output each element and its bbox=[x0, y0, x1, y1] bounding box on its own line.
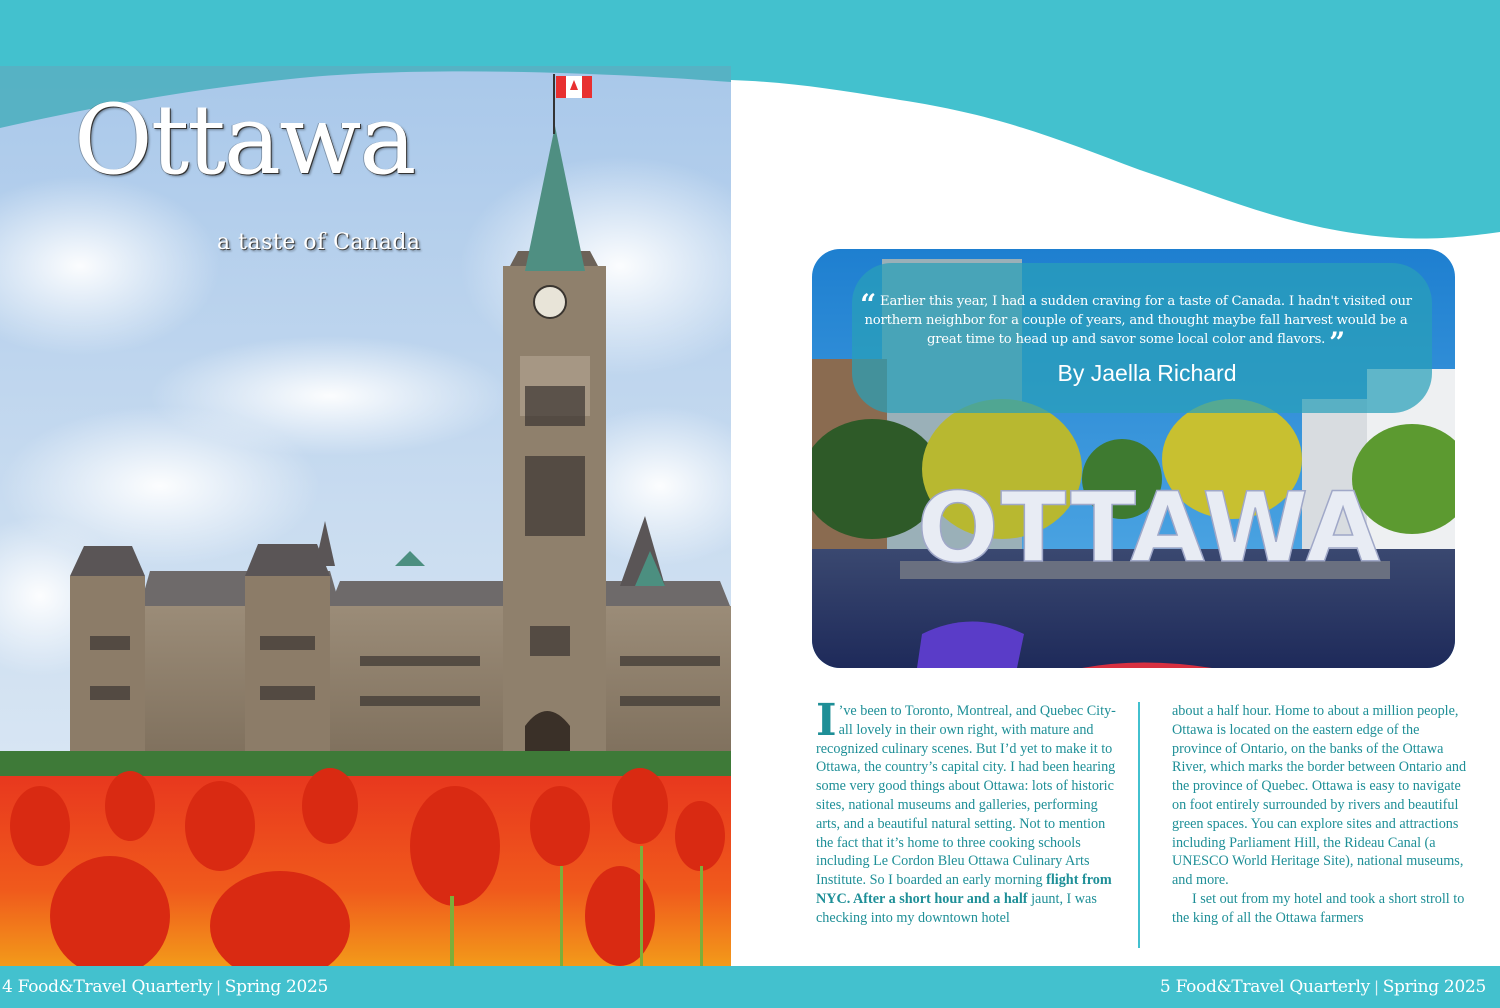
publication-name-left: Food&Travel Quarterly bbox=[17, 977, 213, 997]
pull-quote bbox=[846, 288, 1426, 359]
column-1-lead: ’ve been to Toronto, Montreal, and Quebec City-all lovely in their own right, with mature and recognized culinary scenes. But I’d yet to make it to Ottawa, the country’s capital city. I had been hearing some very good things about Ottawa: lots of historic sites, national museums and galleries, performing arts, and a beautiful natural setting. Not to mention the fact that it’s home to three cooking schools including Le Cordon Bleu Ottawa Culinary Arts Institute. So I boarded an early morning bbox=[816, 703, 1116, 889]
author-byline: By Jaella Richard bbox=[1057, 360, 1237, 386]
footer-bar bbox=[0, 966, 1500, 1008]
page-number-right: 5 bbox=[1159, 977, 1171, 997]
column-1-tail: jaunt, I was checking into my downtown hotel bbox=[816, 890, 1097, 926]
open-quote-icon: “ bbox=[860, 288, 877, 321]
issue-left: Spring 2025 bbox=[224, 977, 329, 997]
article-title: Ottawa bbox=[74, 84, 415, 196]
article-column-2 bbox=[1172, 702, 1472, 928]
column-divider bbox=[1138, 702, 1140, 948]
column-2-paragraph-2: I set out from my hotel and took a short stroll to the king of all the Ottawa farmers bbox=[1172, 890, 1465, 926]
article-column-1 bbox=[816, 695, 1121, 928]
publication-name-right: Food&Travel Quarterly bbox=[1175, 977, 1370, 997]
folio-separator: | bbox=[1373, 978, 1379, 996]
issue-right: Spring 2025 bbox=[1382, 977, 1486, 997]
folio-separator: | bbox=[216, 978, 221, 996]
folio-right bbox=[1160, 977, 1486, 997]
column-1-bold: flight from NYC. After a short hour and a half bbox=[816, 872, 1112, 907]
page-number-left: 4 bbox=[2, 977, 13, 997]
pull-quote-text: Earlier this year, I had a sudden craving for a taste of Canada. I hadn't visited our northern neighbor for a couple of years, and thought maybe fall harvest would be a great time to head up and savor some local color and flavors. bbox=[864, 294, 1412, 347]
close-quote-icon: ” bbox=[1329, 326, 1346, 359]
column-2-paragraph-1: about a half hour. Home to about a million people, Ottawa is located on the eastern edge of the province of Ontario, on the banks of the Ottawa River, which marks the border between Ontario and the province of Quebec. Ottawa is easy to navigate on foot entirely surrounded by rivers and beautiful green spaces. You can explore sites and attractions including Parliament Hill, the Rideau Canal (a UNESCO World Heritage Site), national museums, and more. bbox=[1172, 703, 1467, 889]
drop-cap: I bbox=[816, 695, 837, 746]
hero-photo-parliament bbox=[0, 66, 731, 966]
ottawa-sign-letters: OTTAWA bbox=[917, 472, 1383, 584]
article-subtitle: a taste of Canada bbox=[217, 230, 421, 255]
folio-left bbox=[2, 977, 328, 997]
